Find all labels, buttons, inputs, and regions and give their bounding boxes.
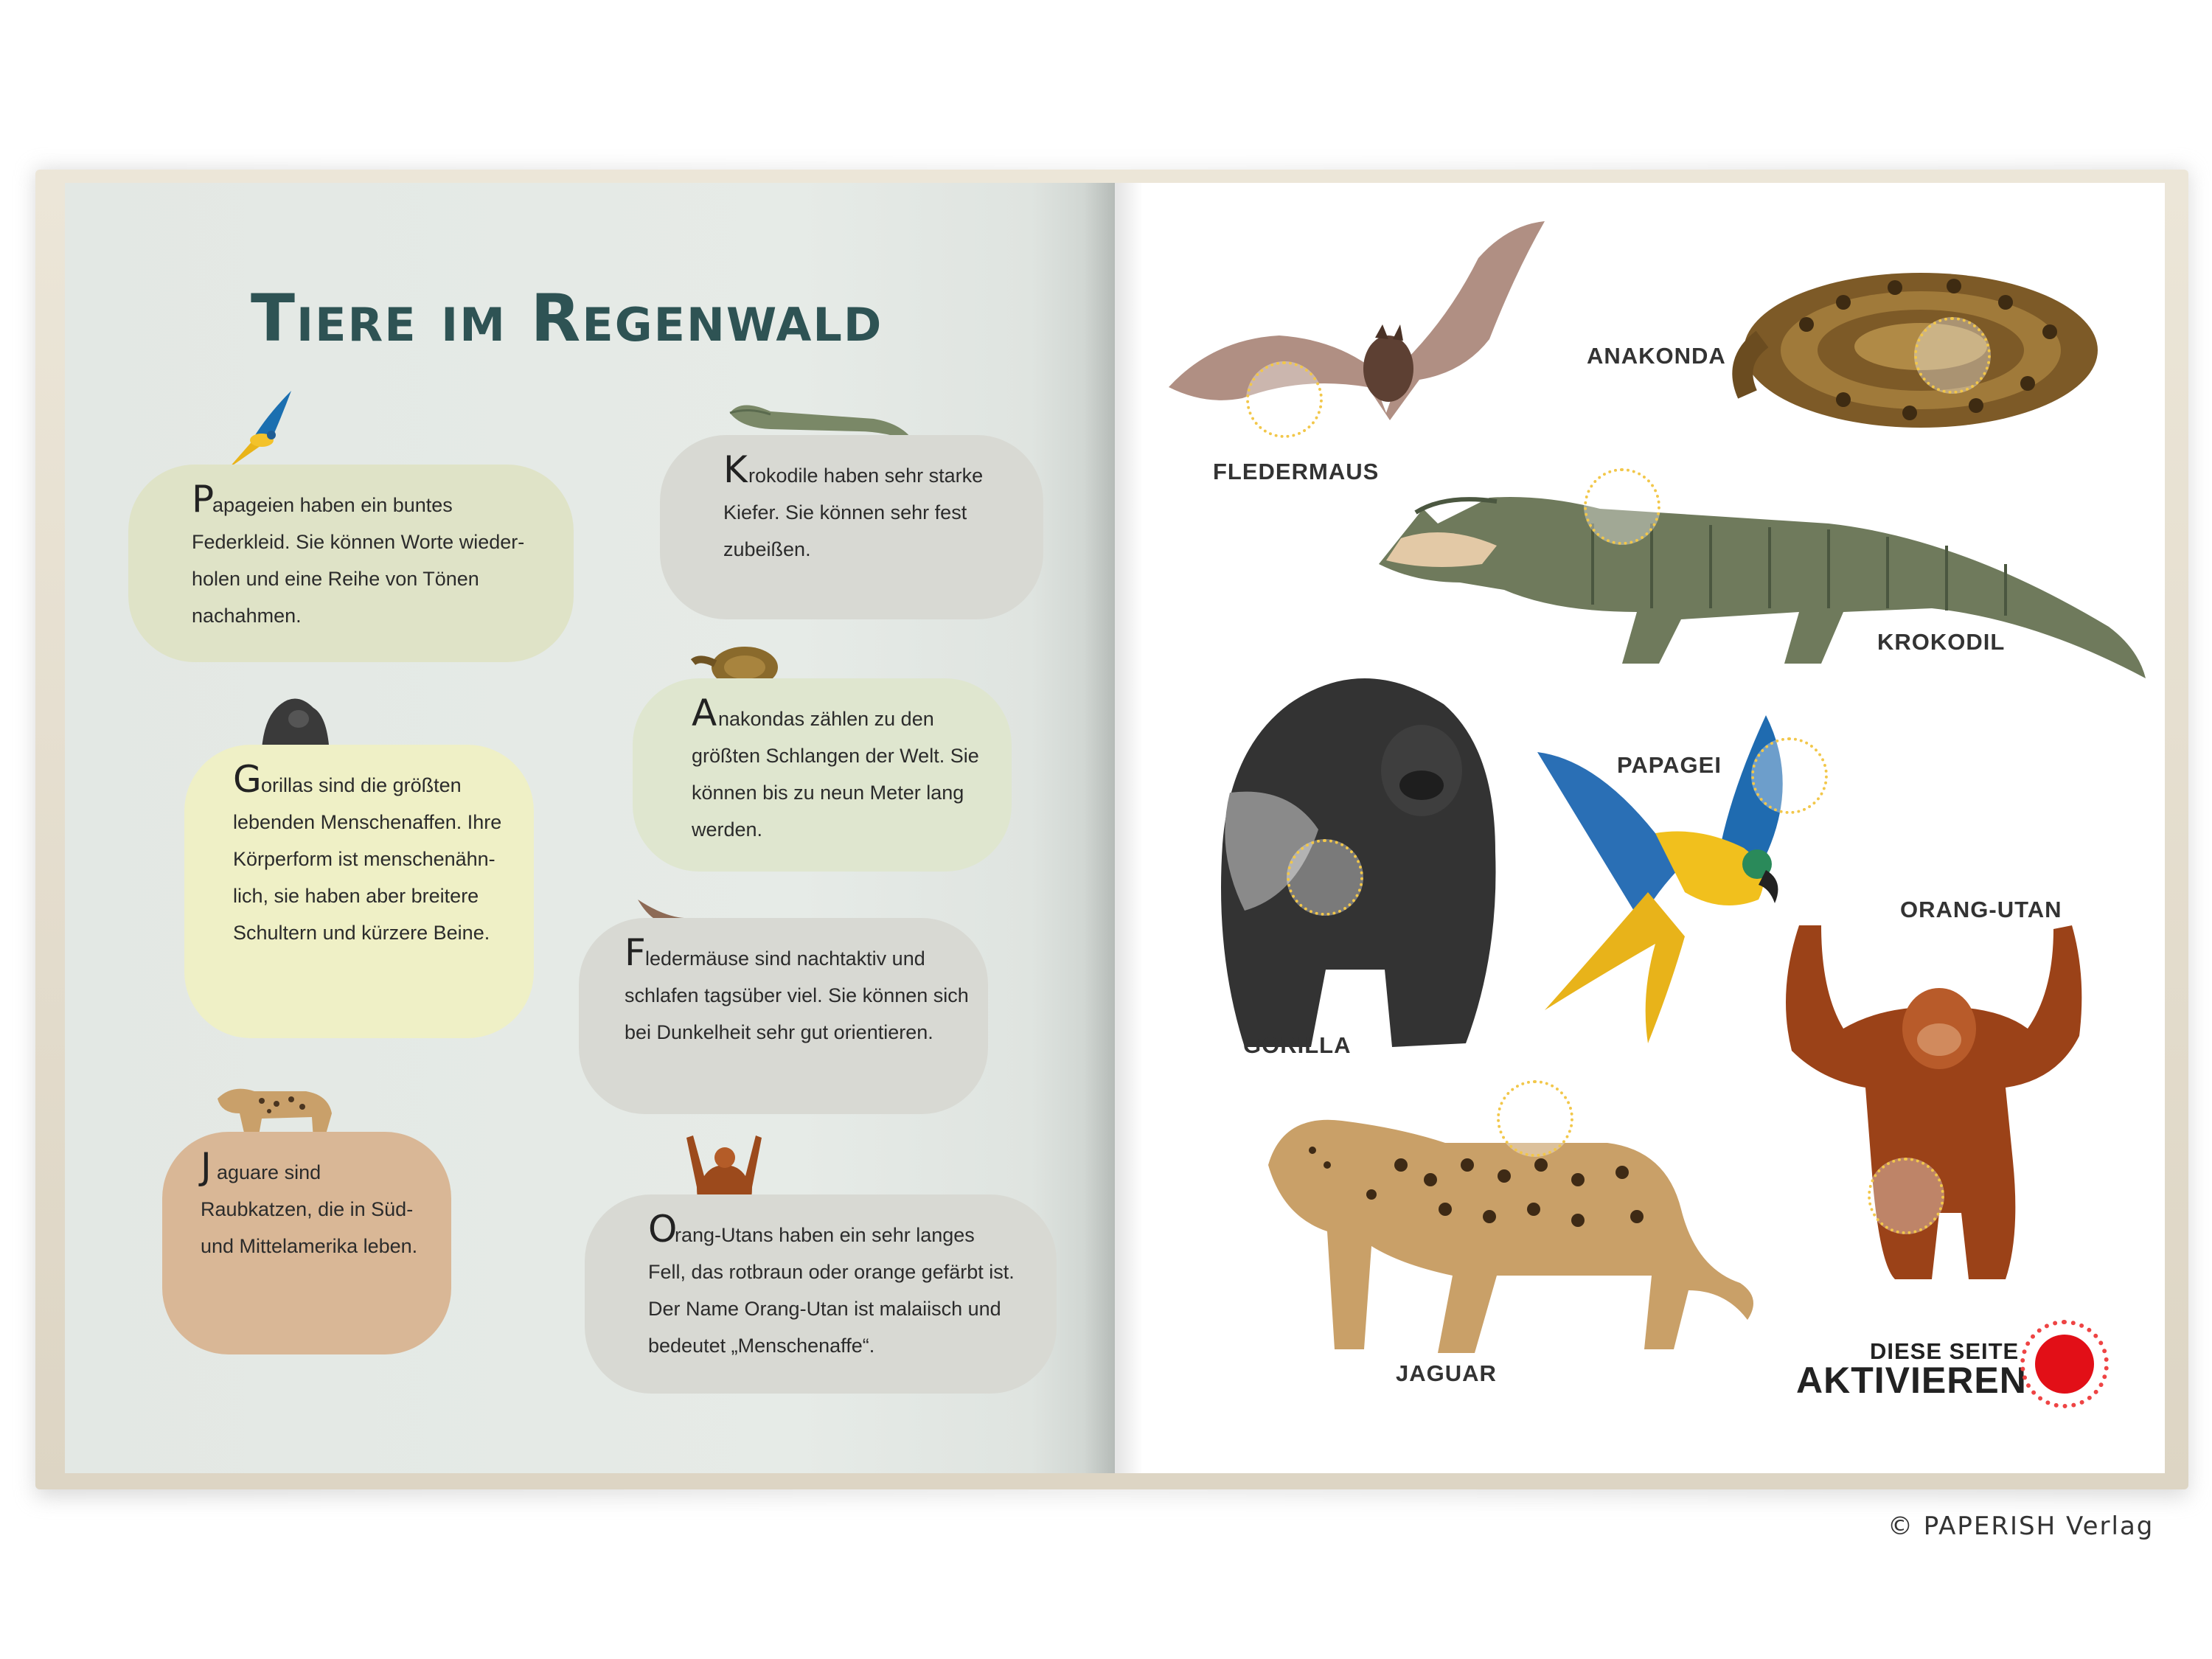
- fact-text: orillas sind die größten lebenden Menschenaffen. Ihre Körperform ist menschenähn-lich, sie haben aber breitere Schultern und kürzere Beine.: [233, 774, 502, 944]
- label-orangutan: ORANG-UTAN: [1900, 897, 2062, 922]
- drop-cap: P: [192, 478, 215, 521]
- parrot-icon: [221, 387, 302, 476]
- activation-spot-gorilla[interactable]: [1287, 839, 1363, 916]
- label-anaconda: ANAKONDA: [1587, 343, 1726, 369]
- drop-cap: J: [201, 1145, 212, 1188]
- fact-bubble-bat: [579, 918, 988, 1114]
- label-jaguar: JAGUAR: [1396, 1360, 1497, 1386]
- fact-bubble-parrot: [128, 465, 574, 662]
- fact-bubble-anaconda: [633, 678, 1012, 872]
- page-title: Tiere im Regenwald: [251, 280, 883, 356]
- label-parrot: PAPAGEI: [1617, 752, 1722, 778]
- fact-bubble-gorilla: [184, 745, 534, 1038]
- anaconda-illustration: [1718, 236, 2101, 435]
- activate-page-button[interactable]: [2020, 1320, 2109, 1408]
- bat-illustration: [1154, 214, 1552, 428]
- book-gutter: [1084, 183, 1143, 1473]
- label-crocodile: KROKODIL: [1877, 629, 2006, 655]
- fact-text: aguare sind Raubkatzen, die in Süd- und Mittelamerika leben.: [201, 1161, 418, 1257]
- drop-cap: O: [648, 1208, 678, 1251]
- copyright-text: © PAPERISH Verlag: [1888, 1512, 2154, 1541]
- fact-text: rokodile haben sehr starke Kiefer. Sie können sehr fest zubeißen.: [723, 465, 984, 560]
- fact-bubble-orangutan: [585, 1194, 1057, 1394]
- orangutan-illustration: [1762, 918, 2101, 1287]
- activation-spot-orangutan[interactable]: [1868, 1158, 1944, 1234]
- drop-cap: K: [723, 448, 748, 491]
- activation-spot-bat[interactable]: [1246, 361, 1323, 438]
- fact-text: apageien haben ein buntes Federkleid. Sie können Worte wieder-holen und eine Reihe von Tönen nachahmen.: [192, 494, 525, 627]
- fact-text: rang-Utans haben ein sehr langes Fell, das rotbraun oder orange gefärbt ist. Der Name Orang-Utan ist malaiisch und bedeutet „Menschenaffe“.: [648, 1224, 1015, 1357]
- activate-label-small: DIESE SEITE: [1870, 1338, 2020, 1364]
- crocodile-illustration: [1371, 442, 2153, 686]
- label-bat: FLEDERMAUS: [1213, 459, 1380, 484]
- activation-spot-crocodile[interactable]: [1584, 468, 1660, 545]
- activation-spot-parrot[interactable]: [1751, 737, 1828, 814]
- fact-bubble-jaguar: [162, 1132, 451, 1354]
- label-gorilla: GORILLA: [1243, 1032, 1352, 1058]
- drop-cap: G: [233, 758, 262, 801]
- fact-text: ledermäuse sind nachtaktiv und schlafen tagsüber viel. Sie können sich bei Dunkelheit sehr gut orientieren.: [625, 947, 969, 1043]
- activation-spot-anaconda[interactable]: [1914, 317, 1991, 394]
- fact-text: nakondas zählen zu den größten Schlangen der Welt. Sie können bis zu neun Meter lang werden.: [692, 708, 979, 841]
- activate-dot-icon: [2035, 1335, 2094, 1394]
- drop-cap: A: [692, 692, 717, 734]
- activation-spot-jaguar[interactable]: [1497, 1080, 1573, 1157]
- fact-bubble-crocodile: [660, 435, 1043, 619]
- activate-label-big: AKTIVIEREN: [1796, 1360, 2027, 1401]
- drop-cap: F: [625, 931, 646, 974]
